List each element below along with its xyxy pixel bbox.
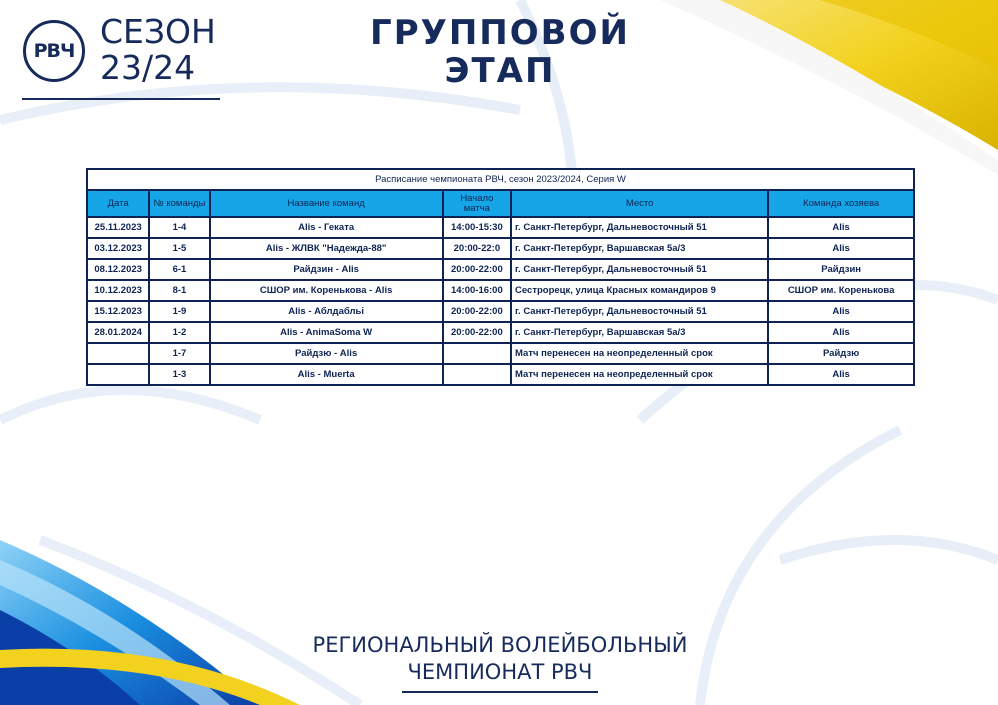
cell-place: г. Санкт-Петербург, Дальневосточный 51 [511, 301, 768, 322]
cell-team-number: 8-1 [149, 280, 209, 301]
cell-host: СШОР им. Коренькова [768, 280, 914, 301]
cell-start: 20:00-22:00 [443, 259, 511, 280]
schedule-table [86, 168, 915, 386]
cell-place: г. Санкт-Петербург, Дальневосточный 51 [511, 217, 768, 238]
cell-teams: Alis - Аблдабльі [210, 301, 443, 322]
cell-team-number: 1-4 [149, 217, 209, 238]
cell-date: 25.11.2023 [87, 217, 149, 238]
cell-place: г. Санкт-Петербург, Варшавская 5а/3 [511, 238, 768, 259]
cell-start: 14:00-15:30 [443, 217, 511, 238]
cell-date: 10.12.2023 [87, 280, 149, 301]
cell-date: 15.12.2023 [87, 301, 149, 322]
cell-place: Сестрорецк, улица Красных командиров 9 [511, 280, 768, 301]
table-row [87, 217, 914, 238]
cell-host: Alis [768, 301, 914, 322]
logo-text: РВЧ [33, 40, 75, 62]
cell-team-number: 1-7 [149, 343, 209, 364]
title-line-2: ЭТАП [444, 51, 556, 91]
table-row [87, 322, 914, 343]
cell-place: Матч перенесен на неопределенный срок [511, 343, 768, 364]
table-row [87, 259, 914, 280]
footer-line-1: РЕГИОНАЛЬНЫЙ ВОЛЕЙБОЛЬНЫЙ [312, 633, 688, 657]
cell-start [443, 364, 511, 385]
cell-host: Alis [768, 322, 914, 343]
season-label [100, 14, 216, 86]
header-date: Дата [87, 190, 149, 217]
cell-date [87, 364, 149, 385]
cell-teams: Райдзин - Alis [210, 259, 443, 280]
cell-teams: Alis - ЖЛВК "Надежда-88" [210, 238, 443, 259]
header-place: Место [511, 190, 768, 217]
header-host: Команда хозяева [768, 190, 914, 217]
footer-underline [402, 691, 598, 693]
cell-host: Alis [768, 238, 914, 259]
cell-date: 08.12.2023 [87, 259, 149, 280]
season-line-2: 23/24 [100, 48, 196, 87]
table-row [87, 364, 914, 385]
table-row [87, 343, 914, 364]
cell-start: 14:00-16:00 [443, 280, 511, 301]
cell-teams: Райдзю - Alis [210, 343, 443, 364]
cell-team-number: 1-2 [149, 322, 209, 343]
cell-teams: Alis - Геката [210, 217, 443, 238]
header-teams: Название команд [210, 190, 443, 217]
season-line-1: СЕЗОН [100, 12, 216, 51]
table-row [87, 301, 914, 322]
footer-line-2: ЧЕМПИОНАТ РВЧ [407, 660, 593, 684]
cell-host: Alis [768, 217, 914, 238]
footer-title [280, 632, 720, 686]
cell-host: Alis [768, 364, 914, 385]
cell-place: г. Санкт-Петербург, Дальневосточный 51 [511, 259, 768, 280]
cell-start: 20:00-22:00 [443, 301, 511, 322]
cell-teams: Alis - Muerta [210, 364, 443, 385]
cell-teams: Alis - AnimaSoma W [210, 322, 443, 343]
cell-team-number: 1-9 [149, 301, 209, 322]
season-underline [22, 98, 220, 100]
cell-start: 20:00-22:0 [443, 238, 511, 259]
cell-team-number: 6-1 [149, 259, 209, 280]
cell-host: Райдзю [768, 343, 914, 364]
rvch-logo [23, 20, 85, 82]
header-team-number: № команды [149, 190, 209, 217]
cell-date [87, 343, 149, 364]
table-caption: Расписание чемпионата РВЧ, сезон 2023/2024, Серия W [87, 169, 914, 190]
table-row [87, 280, 914, 301]
cell-place: г. Санкт-Петербург, Варшавская 5а/3 [511, 322, 768, 343]
cell-place: Матч перенесен на неопределенный срок [511, 364, 768, 385]
cell-host: Райдзин [768, 259, 914, 280]
title-line-1: ГРУППОВОЙ [370, 13, 630, 53]
cell-team-number: 1-5 [149, 238, 209, 259]
header-start: Начало матча [443, 190, 511, 217]
season-logo [22, 12, 222, 102]
cell-start [443, 343, 511, 364]
cell-teams: СШОР им. Коренькова - Alis [210, 280, 443, 301]
page-title [360, 14, 640, 90]
cell-team-number: 1-3 [149, 364, 209, 385]
cell-start: 20:00-22:00 [443, 322, 511, 343]
cell-date: 28.01.2024 [87, 322, 149, 343]
table-row [87, 238, 914, 259]
cell-date: 03.12.2023 [87, 238, 149, 259]
